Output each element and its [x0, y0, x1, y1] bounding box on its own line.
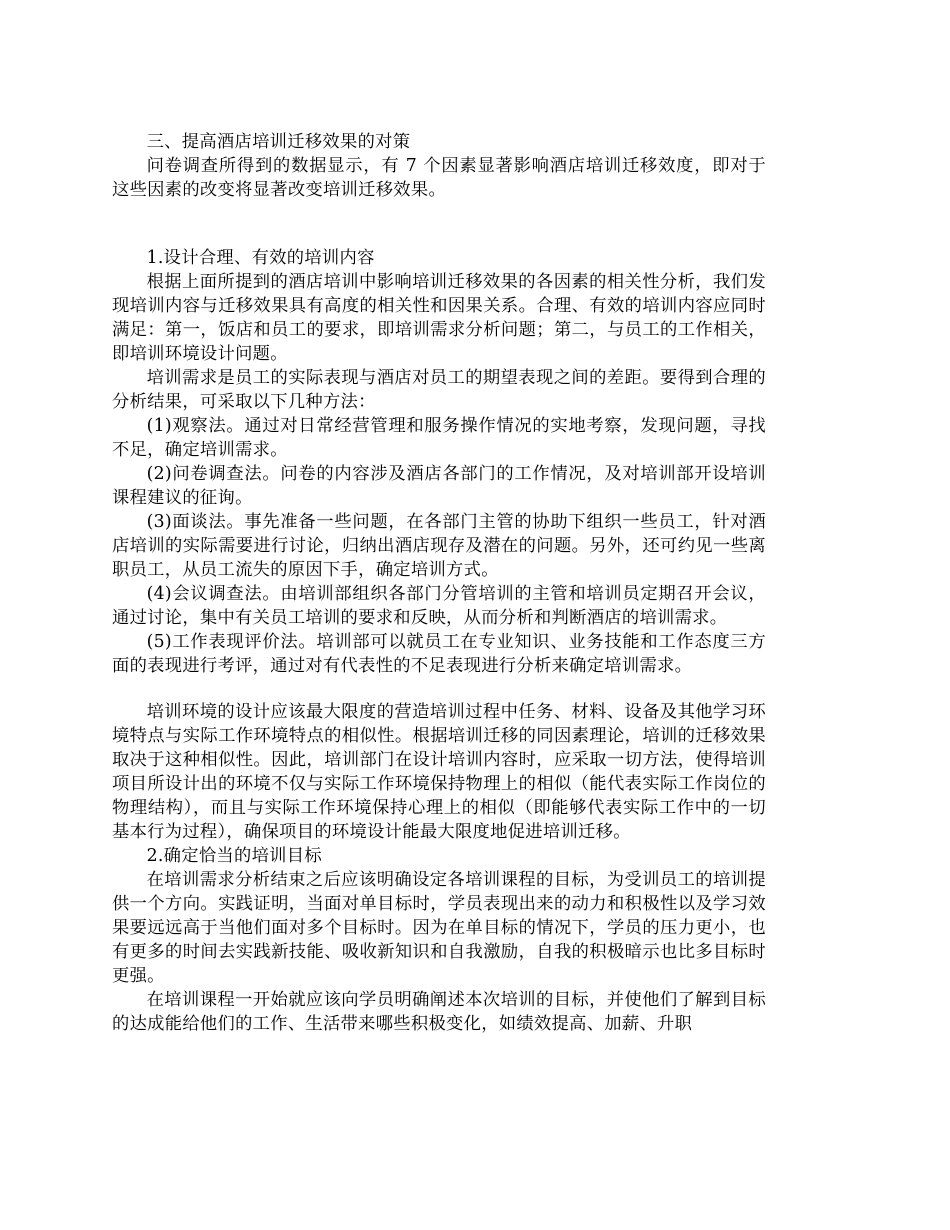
paragraph: 培训环境的设计应该最大限度的营造培训过程中任务、材料、设备及其他学习环境特点与实际工作环境特点的相似性。根据培训迁移的同因素理论，培训的迁移效果取决于这种相似性。因此，培训部门在设计培训内容时，应采取一切方法，使得培训项目所设计出的环境不仅与实际工作环境保持物理上的相似（能代表实际工作岗位的物理结构），而且与实际工作环境保持心理上的相似（即能够代表实际工作中的一切基本行为过程），确保项目的环境设计能最大限度地促进培训迁移。 [112, 702, 766, 842]
spacer [112, 678, 766, 700]
paragraph: 在培训需求分析结束之后应该明确设定各培训课程的目标，为受训员工的培训提供一个方向。实践证明，当面对单目标时，学员表现出来的动力和积极性以及学习效果要远远高于当他们面对多个目标时。因为在单目标的情况下，学员的压力更小，也有更多的时间去实践新技能、吸收新知识和自我激励，自我的积极暗示也比多目标时更强。 [112, 870, 766, 986]
method-item-5: (5)工作表现评价法。培训部可以就员工在专业知识、业务技能和工作态度三方面的表现进行考评，通过对有代表性的不足表现进行分析来确定培训需求。 [112, 632, 766, 676]
paragraph: 培训需求是员工的实际表现与酒店对员工的期望表现之间的差距。要得到合理的分析结果，可采取以下几种方法： [112, 368, 766, 412]
paragraph: 在培训课程一开始就应该向学员明确阐述本次培训的目标，并使他们了解到目标的达成能给他们的工作、生活带来哪些积极变化，如绩效提高、加薪、升职 [112, 990, 766, 1034]
method-item-3: (3)面谈法。事先准备一些问题，在各部门主管的协助下组织一些员工，针对酒店培训的实际需要进行讨论，归纳出酒店现存及潜在的问题。另外，还可约见一些离职员工，从员工流失的原因下手，确定培训方式。 [112, 512, 766, 580]
method-item-4: (4)会议调查法。由培训部组织各部门分管培训的主管和培训员定期召开会议，通过讨论，集中有关员工培训的要求和反映，从而分析和判断酒店的培训需求。 [112, 584, 766, 628]
method-item-1: (1)观察法。通过对日常经营管理和服务操作情况的实地考察，发现问题，寻找不足，确定培训需求。 [112, 416, 766, 460]
spacer [112, 202, 766, 246]
subsection-heading-2: 2.确定恰当的培训目标 [146, 846, 322, 866]
method-item-2: (2)问卷调查法。问卷的内容涉及酒店各部门的工作情况，及对培训部开设培训课程建议的征询。 [112, 464, 766, 508]
section-heading: 三、提高酒店培训迁移效果的对策 [146, 132, 411, 152]
subsection-heading-1: 1.设计合理、有效的培训内容 [146, 248, 375, 268]
intro-paragraph: 问卷调查所得到的数据显示，有 7 个因素显著影响酒店培训迁移效度，即对于这些因素的改变将显著改变培训迁移效果。 [112, 156, 766, 200]
document-body [112, 130, 766, 1036]
paragraph: 根据上面所提到的酒店培训中影响培训迁移效果的各因素的相关性分析，我们发现培训内容与迁移效果具有高度的相关性和因果关系。合理、有效的培训内容应同时满足：第一，饭店和员工的要求，即培训需求分析问题；第二，与员工的工作相关，即培训环境设计问题。 [112, 272, 766, 364]
